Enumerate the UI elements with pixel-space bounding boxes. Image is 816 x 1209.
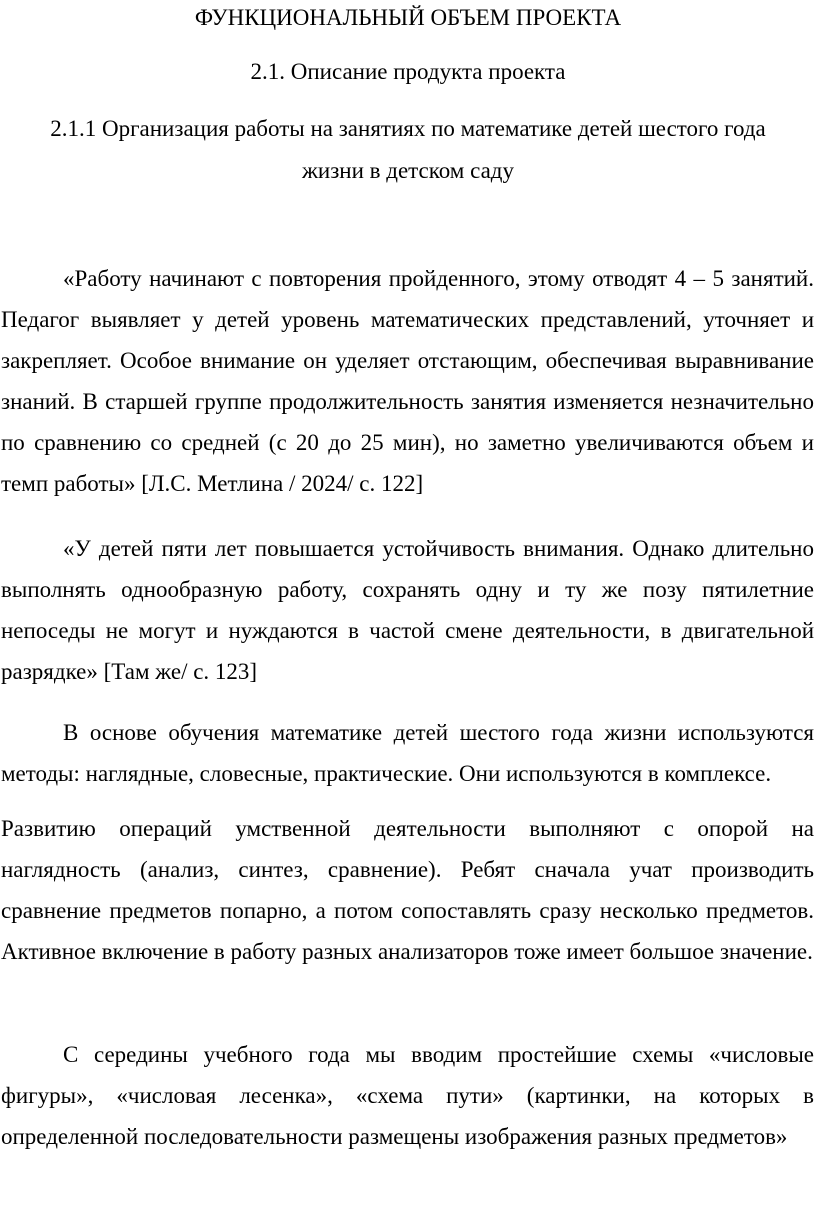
- document-heading: ФУНКЦИОНАЛЬНЫЙ ОБЪЕМ ПРОЕКТА: [194, 5, 622, 30]
- paragraph-repetition: «Работу начинают с повторения пройденного, этому отводят 4 – 5 занятий. Педагог выявляет у детей уровень математических представлений, уточняет и закрепляет. Особое внимание он уделяет отстающим, обеспечивая выравнивание знаний. В старшей группе продолжительность занятия изменяется незначительно по сравнению со средней (с 20 до 25 мин), но заметно увеличиваются объем и темп работы» [Л.С. Метлина / 2024/ с. 122]: [1, 266, 814, 496]
- paragraph-schemes: С середины учебного года мы вводим простейшие схемы «числовые фигуры», «числовая лесенка», «схема пути» (картинки, на которых в определенной последовательности размещены изображения разных предметов»: [1, 1042, 814, 1149]
- section-title: 2.1. Описание продукта проекта: [250, 59, 566, 84]
- subsection-title-line-2: жизни в детском саду: [302, 158, 514, 183]
- paragraph-attention: «У детей пяти лет повышается устойчивость внимания. Однако длительно выполнять однообразную работу, сохранять одну и ту же позу пятилетние непоседы не могут и нуждаются в частой смене деятельности, в двигательной разрядке» [Там же/ с. 123]: [1, 536, 814, 684]
- subsection-title-line-1: 2.1.1 Организация работы на занятиях по математике детей шестого года: [50, 116, 766, 141]
- paragraph-mental-operations: Развитию операций умственной деятельности выполняют с опорой на наглядность (анализ, синтез, сравнение). Ребят сначала учат производить сравнение предметов попарно, а потом сопоставлять сразу несколько предметов. Активное включение в работу разных анализаторов тоже имеет большое значение.: [1, 816, 814, 964]
- paragraph-methods: В основе обучения математике детей шестого года жизни используются методы: наглядные, словесные, практические. Они используются в комплексе.: [1, 720, 814, 786]
